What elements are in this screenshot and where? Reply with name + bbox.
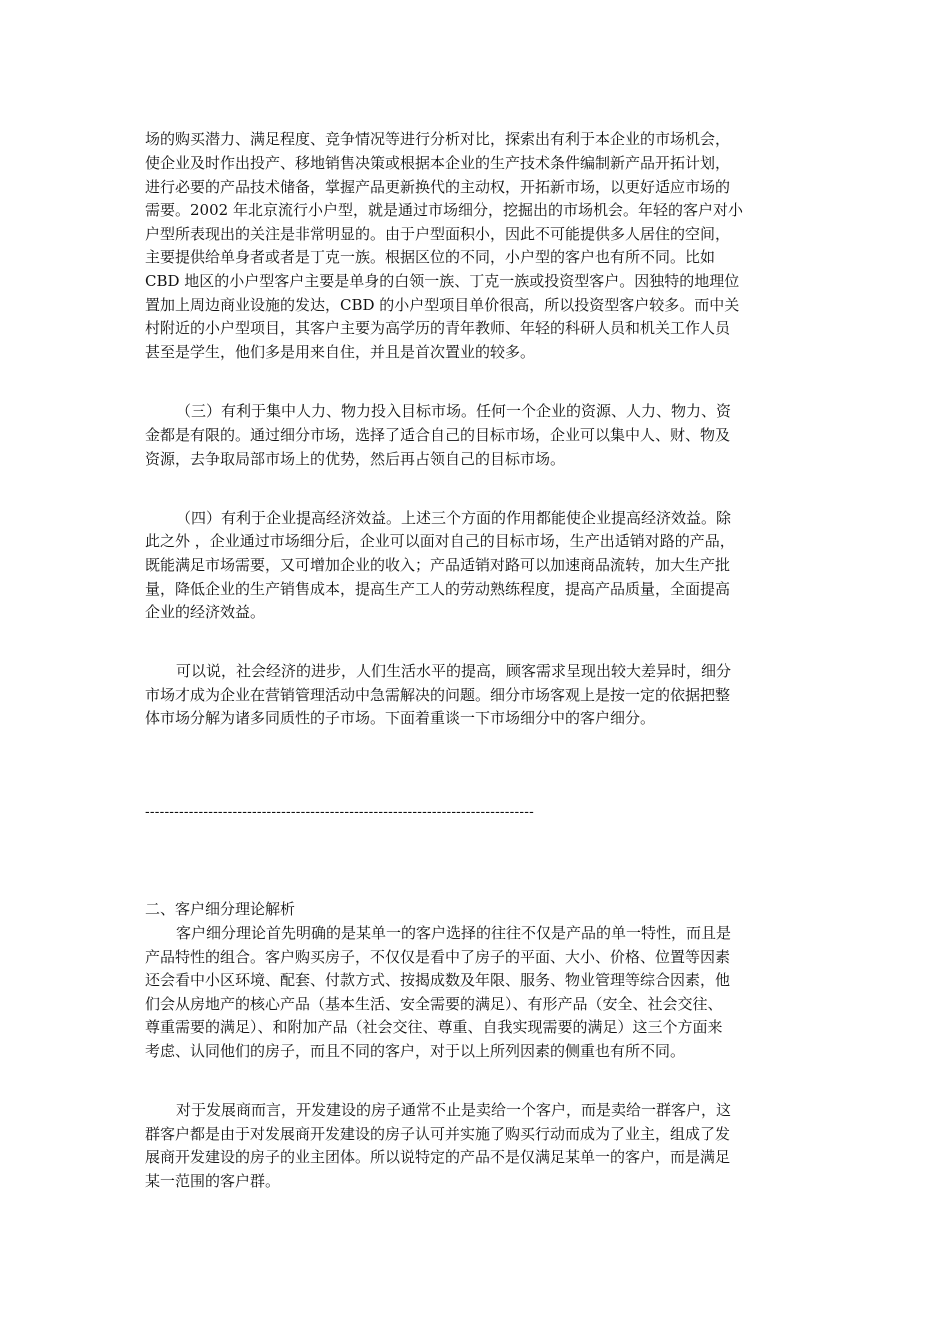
text-line: 考虑、认同他们的房子，而且不同的客户，对于以上所列因素的侧重也有所不同。 bbox=[145, 1042, 686, 1060]
text-line: 某一范围的客户群。 bbox=[145, 1172, 281, 1190]
text-line: 可以说，社会经济的进步，人们生活水平的提高，顾客需求呈现出较大差异时，细分 bbox=[176, 662, 732, 680]
text-line: 们会从房地产的核心产品（基本生活、安全需要的满足）、有形产品（安全、社会交往、 bbox=[145, 995, 723, 1013]
text-line: 资源，去争取局部市场上的优势，然后再占领自己的目标市场。 bbox=[145, 450, 566, 468]
section-heading: 二、客户细分理论解析 bbox=[145, 900, 296, 918]
text-line: 需要。2002 年北京流行小户型，就是通过市场细分，挖掘出的市场机会。年轻的客户对小 bbox=[145, 201, 743, 219]
text-line: 量，降低企业的生产销售成本，提高生产工人的劳动熟练程度，提高产品质量，全面提高 bbox=[145, 580, 731, 598]
text-line: 场的购买潜力、满足程度、竞争情况等进行分析对比，探索出有利于本企业的市场机会， bbox=[145, 130, 731, 148]
text-line: 甚至是学生，他们多是用来自住，并且是首次置业的较多。 bbox=[145, 343, 536, 361]
text-line: 展商开发建设的房子的业主团体。所以说特定的产品不是仅满足某单一的客户，而是满足 bbox=[145, 1148, 731, 1166]
text-line: （四）有利于企业提高经济效益。上述三个方面的作用都能使企业提高经济效益。除 bbox=[176, 509, 732, 527]
text-line: 尊重需要的满足）、和附加产品（社会交往、尊重、自我实现需要的满足）这三个方面来 bbox=[145, 1018, 723, 1036]
text-line: 此之外 ，企业通过市场细分后，企业可以面对自己的目标市场，生产出适销对路的产品， bbox=[145, 532, 735, 550]
text-line: CBD 地区的小户型客户主要是单身的白领一族、丁克一族或投资型客户。因独特的地理位 bbox=[145, 272, 740, 290]
text-line: 村附近的小户型项目，其客户主要为高学历的青年教师、年轻的科研人员和机关工作人员 bbox=[145, 319, 731, 337]
text-line: 对于发展商而言，开发建设的房子通常不止是卖给一个客户，而是卖给一群客户，这 bbox=[176, 1101, 732, 1119]
text-line: 主要提供给单身者或者是丁克一族。根据区位的不同，小户型的客户也有所不同。比如 bbox=[145, 248, 716, 266]
text-line: 产品特性的组合。客户购买房子，不仅仅是看中了房子的平面、大小、价格、位置等因素 bbox=[145, 948, 731, 966]
text-line: （三）有利于集中人力、物力投入目标市场。任何一个企业的资源、人力、物力、资 bbox=[176, 402, 732, 420]
text-line: 客户细分理论首先明确的是某单一的客户选择的往往不仅是产品的单一特性，而且是 bbox=[176, 924, 732, 942]
text-line: 使企业及时作出投产、移地销售决策或根据本企业的生产技术条件编制新产品开拓计划， bbox=[145, 154, 731, 172]
text-line: 群客户都是由于对发展商开发建设的房子认可并实施了购买行动而成为了业主，组成了发 bbox=[145, 1125, 731, 1143]
text-line: 还会看中小区环境、配套、付款方式、按揭成数及年限、服务、物业管理等综合因素，他 bbox=[145, 971, 731, 989]
text-line: 进行必要的产品技术储备，掌握产品更新换代的主动权，开拓新市场，以更好适应市场的 bbox=[145, 178, 731, 196]
text-line: 企业的经济效益。 bbox=[145, 603, 266, 621]
text-line: 置加上周边商业设施的发达，CBD 的小户型项目单价很高，所以投资型客户较多。而中关 bbox=[145, 296, 740, 314]
separator-line: -------------------------------------------------------------------------------- bbox=[145, 803, 534, 819]
text-line: 金都是有限的。通过细分市场，选择了适合自己的目标市场，企业可以集中人、财、物及 bbox=[145, 426, 731, 444]
text-line: 市场才成为企业在营销管理活动中急需解决的问题。细分市场客观上是按一定的依据把整 bbox=[145, 686, 731, 704]
text-line: 既能满足市场需要，又可增加企业的收入；产品适销对路可以加速商品流转，加大生产批 bbox=[145, 556, 731, 574]
text-line: 户型所表现出的关注是非常明显的。由于户型面积小，因此不可能提供多人居住的空间， bbox=[145, 225, 731, 243]
text-line: 体市场分解为诸多同质性的子市场。下面着重谈一下市场细分中的客户细分。 bbox=[145, 709, 656, 727]
